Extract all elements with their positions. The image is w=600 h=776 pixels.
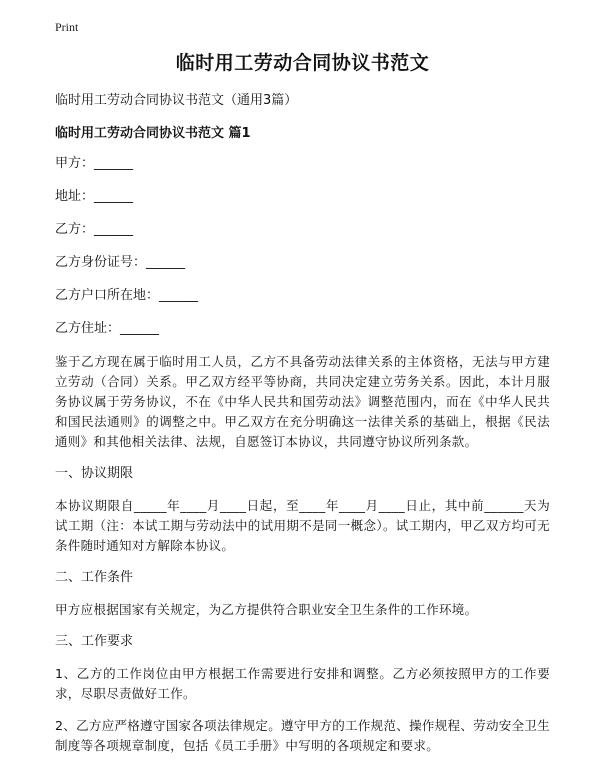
field-party-b: 乙方：______ — [55, 222, 134, 237]
field-address: 地址：______ — [55, 189, 134, 204]
page-title: 临时用工劳动合同协议书范文 — [175, 52, 430, 74]
field-party-a: 甲方：______ — [55, 156, 134, 171]
document-body — [55, 48, 550, 768]
term-paragraph: 本协议期限自_____年____月____日起，至____年____月____日止，其中前______天为试工期（注：本试工期与劳动法中的试用期不是同一概念）。试工期内，甲乙双方均可无条件随时通知对方解除本协议。 — [55, 498, 550, 553]
document-subtitle: 临时用工劳动合同协议书范文（通用3篇） — [55, 93, 298, 108]
field-party-b-id: 乙方身份证号：______ — [55, 255, 186, 270]
intro-paragraph: 鉴于乙方现在属于临时用工人员，乙方不具备劳动法律关系的主体资格，无法与甲方建立劳动（合同）关系。甲乙双方经平等协商，共同决定建立劳务关系。因此，本计月服务协议属于劳务协议，不在《中华人民共和国劳动法》调整范围内，而在《中华人民共和国民法通则》的调整之中。甲乙双方在充分明确这一法律关系的基础上，根据《民法通则》和其他相关法律、法规，自愿签订本协议，共同遵守协议所列条款。 — [55, 354, 550, 449]
conditions-paragraph: 甲方应根据国家有关规定，为乙方提供符合职业安全卫生条件的工作环境。 — [55, 602, 478, 617]
requirement-2: 2、乙方应严格遵守国家各项法律规定。遵守甲方的工作规范、操作规程、劳动安全卫生制度等各项规章制度，包括《员工手册》中写明的各项规定和要求。 — [55, 718, 550, 753]
field-party-b-residence: 乙方住址：______ — [55, 321, 160, 336]
section-title: 临时用工劳动合同协议书范文 篇1 — [55, 126, 251, 141]
print-link[interactable]: Print — [55, 20, 79, 34]
heading-conditions: 二、工作条件 — [55, 570, 134, 585]
field-party-b-hukou: 乙方户口所在地：______ — [55, 288, 199, 303]
heading-requirements: 三、工作要求 — [55, 634, 134, 649]
heading-term: 一、协议期限 — [55, 466, 134, 481]
requirement-1: 1、乙方的工作岗位由甲方根据工作需要进行安排和调整。乙方必须按照甲方的工作要求，尽职尽责做好工作。 — [55, 666, 550, 701]
